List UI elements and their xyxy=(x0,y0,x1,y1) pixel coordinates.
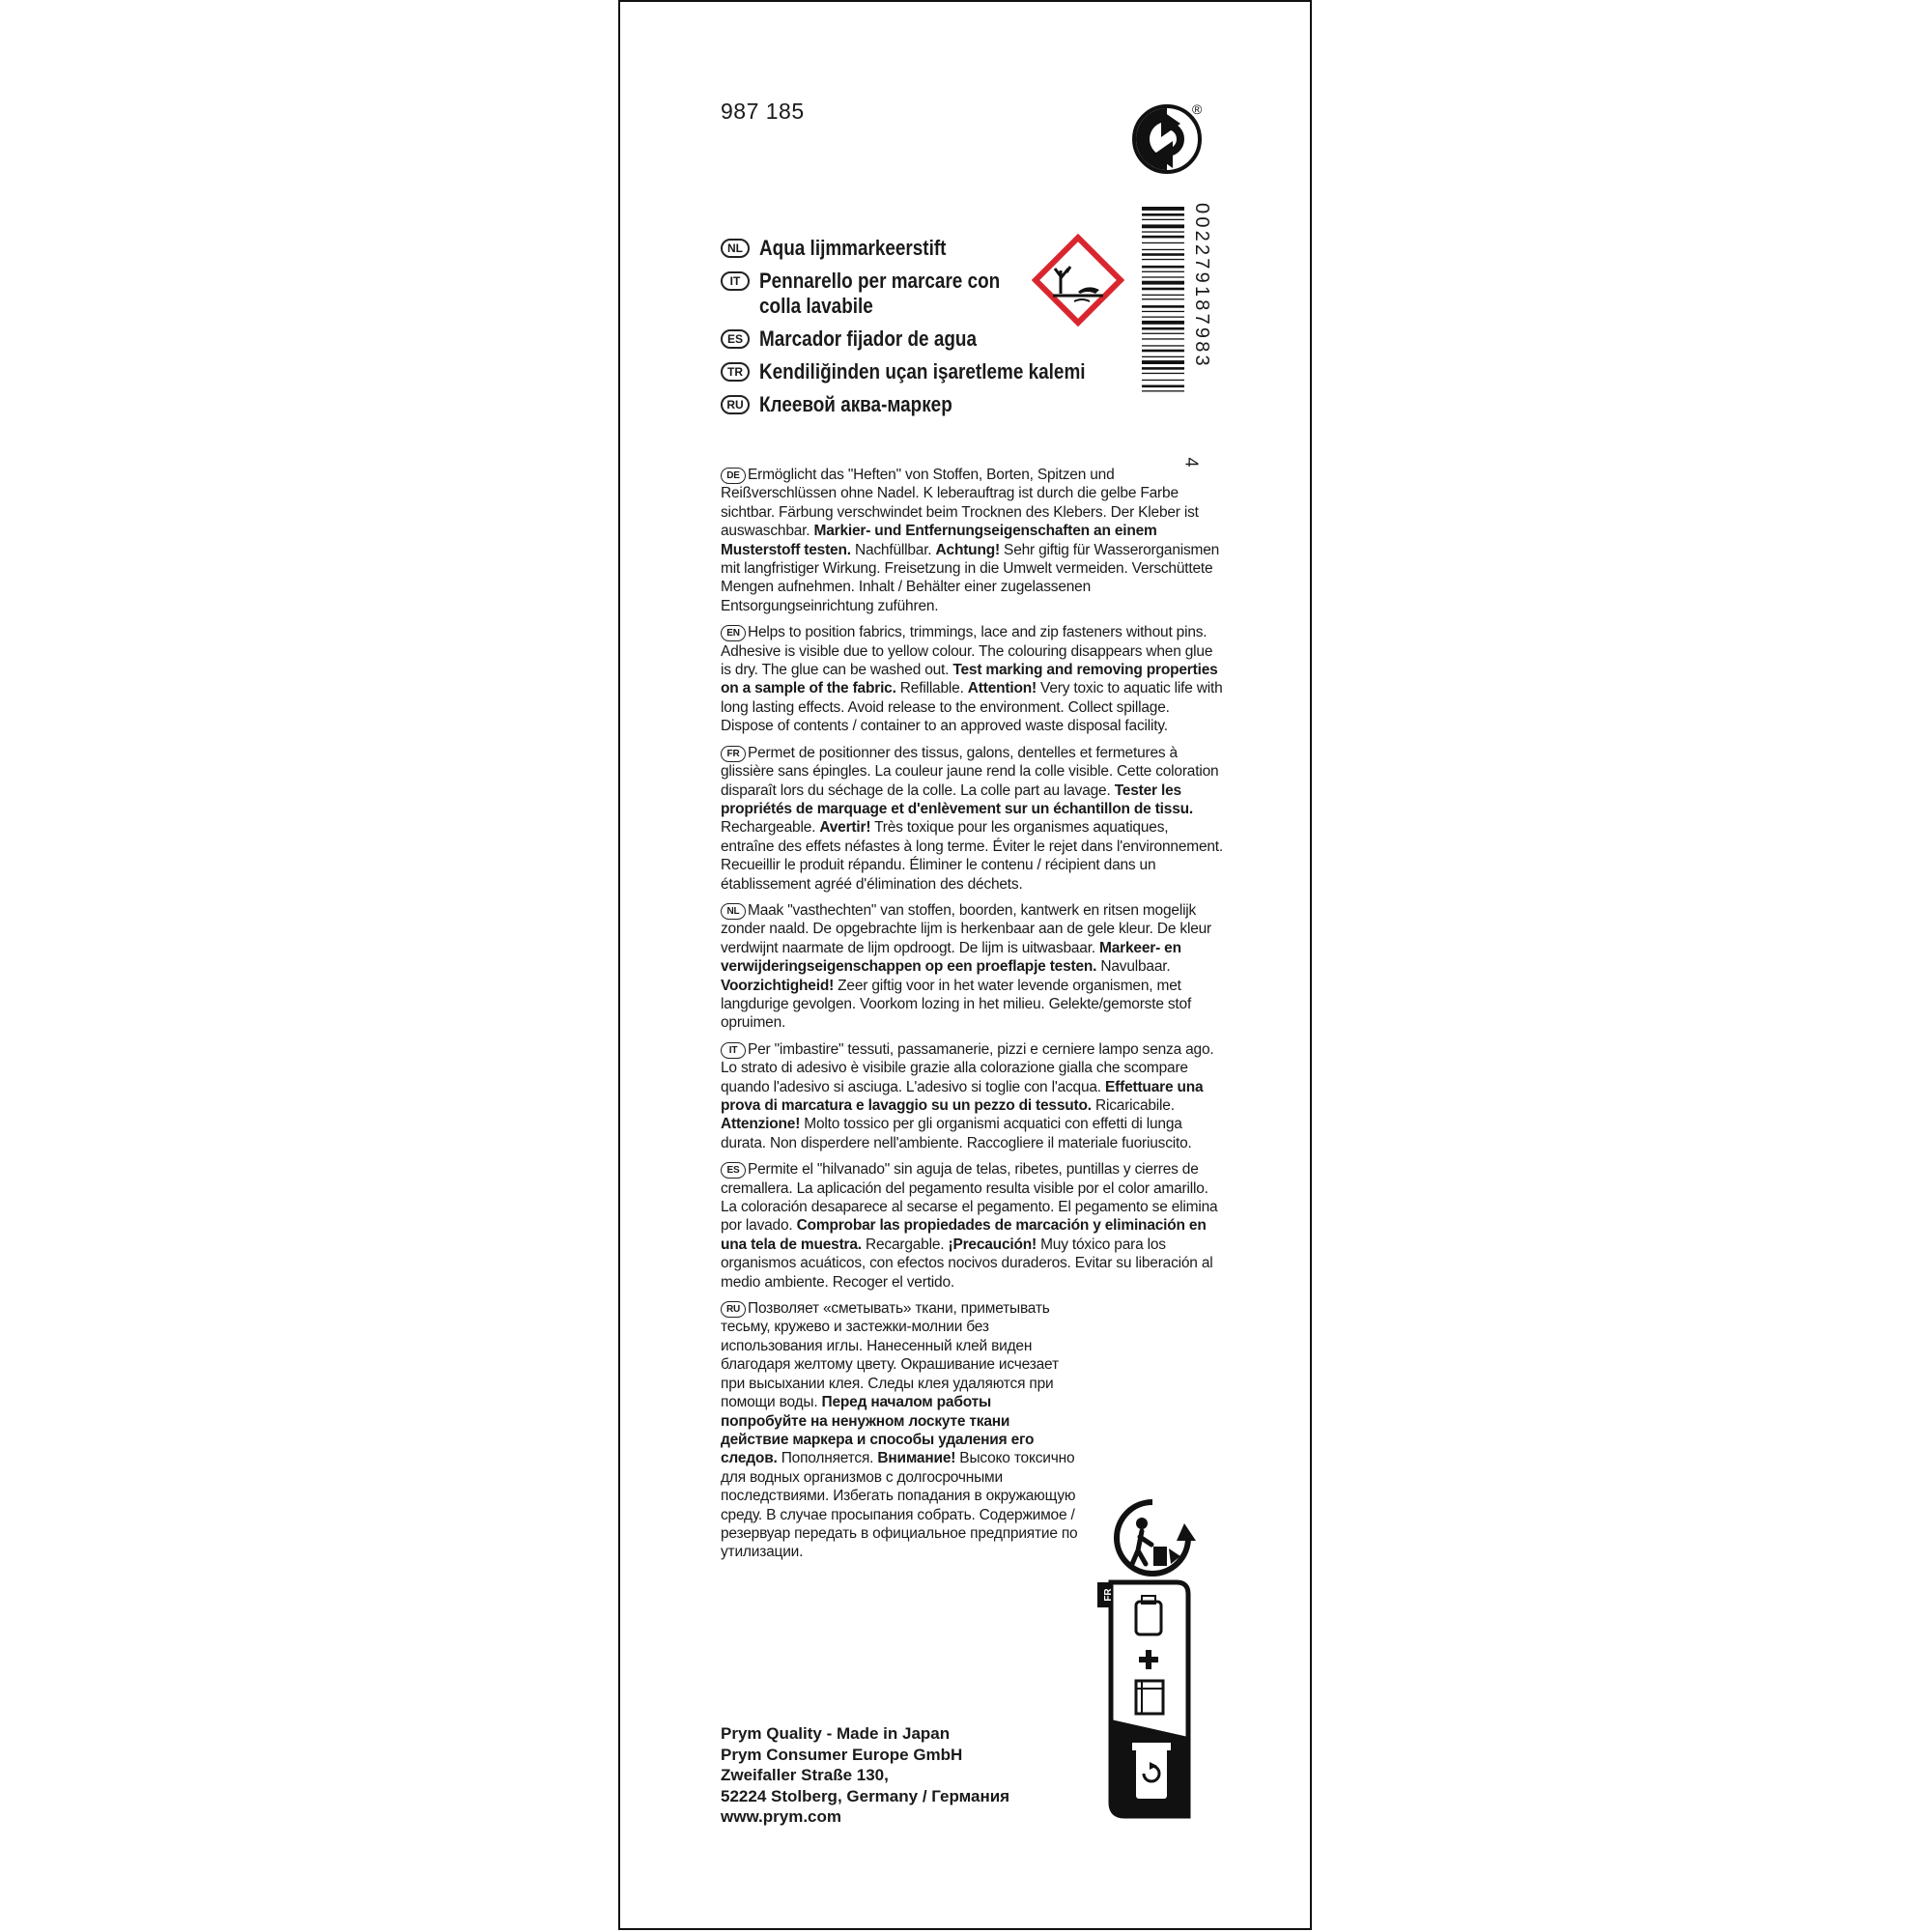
warning-text: Voorzichtigheid! xyxy=(721,977,835,994)
green-dot-icon xyxy=(1132,100,1209,178)
lang-badge: EN xyxy=(721,625,746,641)
title-row-ru xyxy=(721,392,1107,417)
bold-text: Tester les propriétés de marquage et d'enlèvement sur un échantillon de tissu. xyxy=(721,781,1193,817)
barcode-bar xyxy=(1142,281,1184,285)
barcode-bar xyxy=(1142,249,1184,250)
triman-country: FR xyxy=(1103,1588,1114,1602)
website-link[interactable]: www.prym.com xyxy=(721,1807,842,1826)
barcode-bar xyxy=(1142,305,1184,308)
text: Helps to position fabrics, trimmings, lace and zip fasteners without pins. Adhesive is visible due to yellow colour. The colouring disappears when glue is dry. The glue can be washed out. xyxy=(721,624,1213,679)
barcode-bar xyxy=(1142,380,1184,381)
lang-badge: RU xyxy=(721,395,750,414)
barcode-bar xyxy=(1142,350,1184,353)
title-row-es xyxy=(721,327,1107,352)
barcode-digits xyxy=(1185,203,1214,454)
description-de xyxy=(721,466,1223,615)
text: Very toxic to aquatic life with long lasting effects. Avoid release to the environment. Collect spillage. Dispose of contents / container to an approved waste disposal facility. xyxy=(721,680,1223,735)
barcode-bar xyxy=(1142,207,1184,211)
bold-text: Effettuare una prova di marcatura e lavaggio su un pezzo di tessuto. xyxy=(721,1078,1204,1114)
triman-sorting-icon xyxy=(1094,1575,1209,1826)
text: Refillable. xyxy=(895,680,968,697)
lang-badge: DE xyxy=(721,468,746,484)
lang-badge: TR xyxy=(721,362,750,382)
article-number: 987 185 xyxy=(721,99,805,124)
barcode-bar xyxy=(1142,333,1184,334)
text: Zeer giftig voor in het water levende organismen, met langdurige gevolgen. Voorkom lozing in het milieu. Gelekte/gemorste stof opruimen. xyxy=(721,977,1192,1032)
barcode-bar xyxy=(1142,219,1184,220)
footer-line: 52224 Stolberg, Germany / Германия xyxy=(721,1786,1010,1805)
barcode-bar xyxy=(1142,231,1184,232)
barcode-bar xyxy=(1142,213,1184,216)
warning-text: Avertir! xyxy=(819,819,871,837)
barcode-bar xyxy=(1142,321,1184,325)
text: Permet de positionner des tissus, galons, dentelles et fermetures à glissière sans épingles. La couleur jaune rend la colle visible. Cette coloration disparaît lors du séchage de la colle. La colle part au lavage. xyxy=(721,744,1219,799)
text: Permite el "hilvanado" sin aguja de telas, ribetes, puntillas y cierres de cremallera. La aplicación del pegamento resulta visible por el color amarillo. La coloración desaparece al secarse el pegamento. El pegamento se elimina por lavado. xyxy=(721,1161,1218,1235)
barcode-bar xyxy=(1142,327,1184,330)
barcode-bar xyxy=(1142,390,1184,391)
barcode-bar xyxy=(1142,259,1184,260)
barcode-bar xyxy=(1142,288,1184,291)
barcode-bar xyxy=(1142,360,1184,364)
text: Ricaricabile. xyxy=(1091,1097,1175,1114)
barcode-bar xyxy=(1142,276,1184,277)
text: Per "imbastire" tessuti, passamanerie, pizzi e cerniere lampo senza ago. Lo strato di adesivo è visibile grazie alla colorazione gialla che scompare quando l'adesivo si asciuga. L'adesivo si toglie con l'acqua. xyxy=(721,1040,1214,1095)
lang-badge: IT xyxy=(721,271,750,291)
warning-text: Attenzione! xyxy=(721,1116,801,1133)
title-text: Клеевой аква-маркер xyxy=(759,392,952,416)
barcode-bar xyxy=(1142,242,1184,243)
barcode-bar xyxy=(1142,345,1184,346)
footer-line: Zweifaller Straße 130, xyxy=(721,1766,889,1784)
barcode-bar xyxy=(1142,253,1184,256)
barcode-bar xyxy=(1142,266,1184,269)
barcode-bar xyxy=(1142,271,1184,272)
warning-text: Attention! xyxy=(967,680,1037,697)
barcode-number: 002279187983 xyxy=(1191,203,1212,369)
barcode-bar xyxy=(1142,311,1184,312)
title-text-line2: colla lavabile xyxy=(759,294,873,318)
title-text-block xyxy=(759,269,1039,319)
svg-text:®: ® xyxy=(1192,101,1203,117)
barcode-bar xyxy=(1142,317,1184,318)
barcode-bar xyxy=(1142,295,1184,296)
description-it xyxy=(721,1040,1223,1152)
text: Muy tóxico para los organismos acuáticos, con efectos nocivos duraderos. Evitar su liberación al medio ambiente. Recoger el vertido. xyxy=(721,1236,1213,1291)
text: Nachfüllbar. xyxy=(850,541,936,558)
barcode-bar xyxy=(1142,385,1184,388)
text: Sehr giftig für Wasserorganismen mit langfristiger Wirkung. Freisetzung in die Umwelt vermeiden. Verschüttete Mengen aufnehmen. Inhalt / Behälter einer zugelassenen Entsorgungseinrichtung zuführen. xyxy=(721,541,1220,614)
text: Rechargeable. xyxy=(721,819,820,837)
title-text: Marcador fijador de agua xyxy=(759,327,977,351)
barcode-bar xyxy=(1142,224,1184,228)
barcode-bar xyxy=(1142,236,1184,239)
warning-text: ¡Precaución! xyxy=(948,1236,1037,1253)
text: Très toxique pour les organismes aquatiques, entraîne des effets néfastes à long terme. Éviter le rejet dans l'environnement. Recueillir le produit répandu. Éliminer le contenu / récipient dans un établissement agréé d'élimination des déchets. xyxy=(721,819,1224,893)
title-text: Kendiliğinden uçan işaretleme kalemi xyxy=(759,359,1086,384)
lang-badge: ES xyxy=(721,1162,746,1179)
lang-badge: IT xyxy=(721,1042,746,1059)
footer-line: Prym Quality - Made in Japan xyxy=(721,1724,951,1743)
description-fr xyxy=(721,744,1223,894)
bold-text: Comprobar las propiedades de marcación y eliminación en una tela de muestra. xyxy=(721,1217,1207,1253)
barcode-bar xyxy=(1142,367,1184,370)
title-text: Pennarello per marcare con xyxy=(759,269,1001,293)
lang-badge: FR xyxy=(721,746,746,762)
lang-badge: RU xyxy=(721,1301,746,1318)
text: Ermöglicht das "Heften" von Stoffen, Borten, Spitzen und Reißverschlüssen ohne Nadel. K leberauftrag ist durch die gelbe Farbe sichtbar. Färbung verschwindet beim Trocknen des Klebers. Der Kleber ist auswaschbar. xyxy=(721,467,1199,540)
descriptions xyxy=(721,466,1223,1570)
text: Navulbaar. xyxy=(1096,958,1171,976)
description-en xyxy=(721,623,1223,735)
bold-text: Markeer- en verwijderingseigenschappen op een proeflapje testen. xyxy=(721,939,1181,976)
text: Molto tossico per gli organismi acquatici con effetti di lunga durata. Non disperdere nell'ambiente. Raccogliere il materiale fuoriuscito. xyxy=(721,1116,1192,1151)
manufacturer-info xyxy=(721,1723,1039,1828)
description-es xyxy=(721,1160,1223,1292)
lang-badge: NL xyxy=(721,903,746,920)
barcode-first-digit: 4 xyxy=(1181,457,1202,468)
text: Пополняется. xyxy=(777,1450,878,1467)
text: Позволяет «сметывать» ткани, приметывать тесьму, кружево и застежки-молнии без использования иглы. Нанесенный клей виден благодаря желтому цвету. Окрашивание исчезает при высыхании клея. Следы клея удаляются при помощи воды. xyxy=(721,1300,1059,1411)
title-row-tr xyxy=(721,359,1107,384)
title-text: Aqua lijmmarkeerstift xyxy=(759,236,947,260)
barcode-bar xyxy=(1142,338,1184,339)
barcode-bar xyxy=(1142,373,1184,374)
text: Высоко токсично для водных организмов с долгосрочными последствиями. Избегать попадания в окружающую среду. В случае просыпания собрать. Содержимое / резервуар передать в официальное предприятие по утилизации. xyxy=(721,1450,1078,1561)
environment-hazard-icon xyxy=(1032,234,1124,327)
warning-text: Внимание! xyxy=(877,1450,956,1467)
recycling-person-icon xyxy=(1109,1494,1196,1581)
product-label xyxy=(618,0,1312,1930)
bold-text: Test marking and removing properties on a sample of the fabric. xyxy=(721,662,1218,697)
lang-badge: NL xyxy=(721,239,750,258)
footer-line: Prym Consumer Europe GmbH xyxy=(721,1745,963,1764)
description-ru xyxy=(721,1299,1078,1562)
lang-badge: ES xyxy=(721,329,750,349)
bold-text: Markier- und Entfernungseigenschaften an einem Musterstoff testen. xyxy=(721,523,1157,558)
barcode-bar xyxy=(1142,298,1184,299)
text: Maak "vasthechten" van stoffen, boorden, kantwerk en ritsen mogelijk zonder naald. De opgebrachte lijm is herkenbaar aan de gele kleur. De kleur verdwijnt naarmate de lijm opdroogt. De lijm is uitwasbaar. xyxy=(721,901,1212,956)
text: Recargable. xyxy=(861,1236,949,1253)
warning-text: Achtung! xyxy=(935,541,1000,558)
barcode-bar xyxy=(1142,356,1184,357)
description-nl xyxy=(721,901,1223,1033)
bold-text: Перед началом работы попробуйте на ненужном лоскуте ткани действие маркера и способы удаления его следов. xyxy=(721,1394,1035,1467)
